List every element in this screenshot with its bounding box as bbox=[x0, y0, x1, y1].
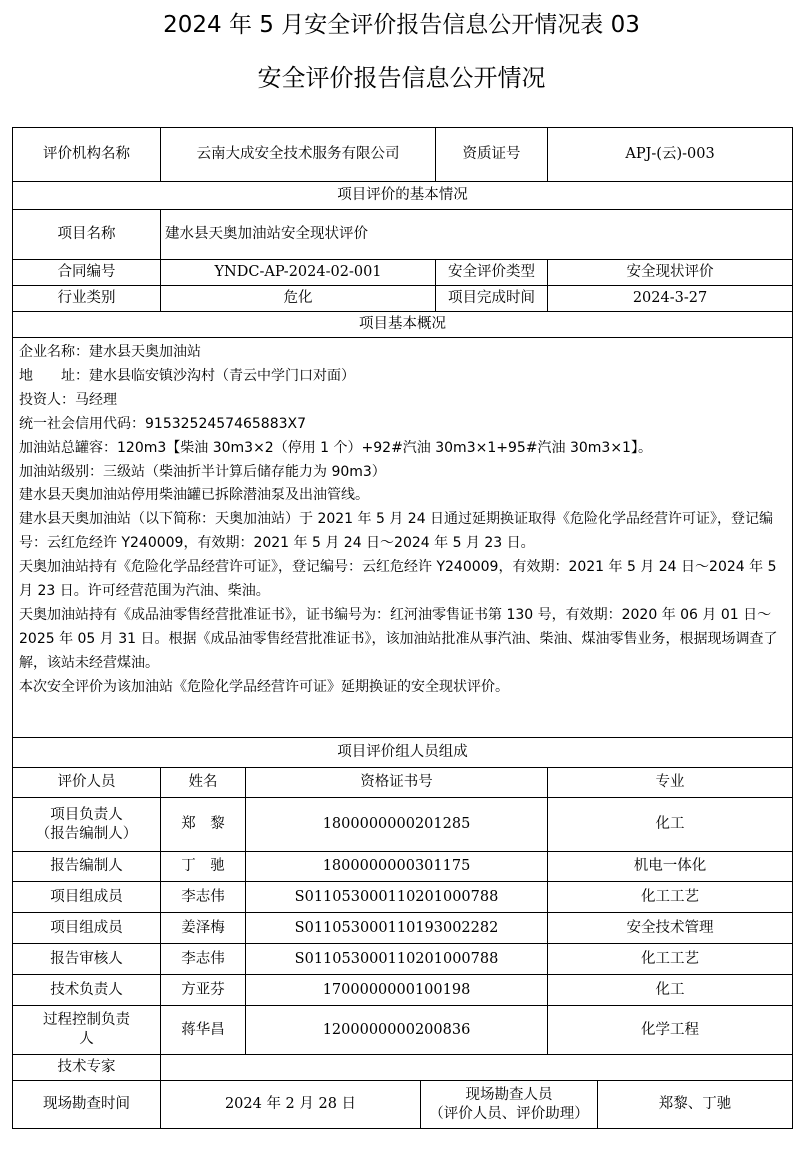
table-row bbox=[13, 852, 793, 882]
project-value: 建水县天奥加油站安全现状评价 bbox=[161, 210, 793, 260]
overview-line: 建水县天奥加油站（以下简称：天奥加油站）于 2021 年 5 月 24 日通过延期换证取得《危险化学品经营许可证》，登记编号：云红危经许 Y240009，有效期：2021 年 5 月 24 日～2024 年 5 月 23 日。 bbox=[19, 511, 774, 552]
team-header: 项目评价组人员组成 bbox=[13, 738, 793, 768]
member-name: 李志伟 bbox=[161, 882, 246, 913]
overview-line: 投资人：马经理 bbox=[19, 391, 117, 408]
survey-people-value: 郑黎、丁驰 bbox=[598, 1081, 793, 1129]
member-role: 项目组成员 bbox=[13, 913, 161, 944]
cert-value: APJ-(云)-003 bbox=[548, 128, 793, 182]
member-role: 过程控制负责 人 bbox=[13, 1006, 161, 1055]
survey-time-label: 现场勘查时间 bbox=[13, 1081, 161, 1129]
expert-label: 技术专家 bbox=[13, 1055, 161, 1081]
col-major: 专业 bbox=[548, 768, 793, 798]
col-name: 姓名 bbox=[161, 768, 246, 798]
finish-time-label: 项目完成时间 bbox=[436, 286, 548, 312]
overview-line: 加油站级别：三级站（柴油折半计算后储存能力为 90m3） bbox=[19, 463, 386, 480]
basic-info-header: 项目评价的基本情况 bbox=[13, 182, 793, 210]
member-role: 报告编制人 bbox=[13, 852, 161, 882]
member-name: 丁 驰 bbox=[161, 852, 246, 882]
table-row bbox=[13, 882, 793, 913]
member-name: 李志伟 bbox=[161, 944, 246, 975]
member-major: 化工 bbox=[548, 798, 793, 852]
contract-label: 合同编号 bbox=[13, 260, 161, 286]
cert-label: 资质证号 bbox=[436, 128, 548, 182]
member-role: 报告审核人 bbox=[13, 944, 161, 975]
org-row bbox=[13, 128, 793, 182]
member-name: 郑 黎 bbox=[161, 798, 246, 852]
overview-line: 天奥加油站持有《成品油零售经营批准证书》，证书编号为：红河油零售证书第 130 号，有效期：2020 年 06 月 01 日～2025 年 05 月 31 日。根据《成品油零售经营批准证书》，该加油站批准从事汽油、柴油、煤油零售业务，根据现场调查了解，该站未经营煤油。 bbox=[19, 606, 778, 671]
eval-type-value: 安全现状评价 bbox=[548, 260, 793, 286]
member-major: 机电一体化 bbox=[548, 852, 793, 882]
org-label: 评价机构名称 bbox=[13, 128, 161, 182]
member-cert: 1200000000200836 bbox=[246, 1006, 548, 1055]
member-cert: S011053000110201000788 bbox=[246, 882, 548, 913]
overview-header: 项目基本概况 bbox=[13, 312, 793, 338]
overview-line: 天奥加油站持有《危险化学品经营许可证》，登记编号：云红危经许 Y240009，有效期：2021 年 5 月 24 日～2024 年 5 月 23 日。许可经营范围为汽油、柴油。 bbox=[19, 559, 777, 600]
member-name: 姜泽梅 bbox=[161, 913, 246, 944]
survey-time-value: 2024 年 2 月 28 日 bbox=[161, 1081, 421, 1129]
member-cert: 1800000000201285 bbox=[246, 798, 548, 852]
table-row bbox=[13, 975, 793, 1006]
member-major: 化工工艺 bbox=[548, 882, 793, 913]
overview-line: 本次安全评价为该加油站《危险化学品经营许可证》延期换证的安全现状评价。 bbox=[19, 678, 509, 695]
member-name: 方亚芬 bbox=[161, 975, 246, 1006]
member-role: 技术负责人 bbox=[13, 975, 161, 1006]
member-cert: 1800000000301175 bbox=[246, 852, 548, 882]
section-title: 安全评价报告信息公开情况 bbox=[257, 64, 546, 92]
overview-line: 地 址：建水县临安镇沙沟村（青云中学门口对面） bbox=[19, 367, 355, 384]
document-title: 2024 年 5 月安全评价报告信息公开情况表 03 bbox=[163, 12, 640, 38]
member-major: 化工工艺 bbox=[548, 944, 793, 975]
member-cert: S011053000110201000788 bbox=[246, 944, 548, 975]
overview-body bbox=[13, 338, 793, 738]
col-role: 评价人员 bbox=[13, 768, 161, 798]
member-role: 项目负责人 （报告编制人） bbox=[13, 798, 161, 852]
eval-type-label: 安全评价类型 bbox=[436, 260, 548, 286]
table-row bbox=[13, 944, 793, 975]
industry-label: 行业类别 bbox=[13, 286, 161, 312]
member-name: 蒋华昌 bbox=[161, 1006, 246, 1055]
org-value: 云南大成安全技术服务有限公司 bbox=[161, 128, 436, 182]
expert-value bbox=[161, 1055, 793, 1081]
team-column-headers bbox=[13, 768, 793, 798]
overview-line: 统一社会信用代码：9153252457465883X7 bbox=[19, 415, 307, 432]
member-major: 安全技术管理 bbox=[548, 913, 793, 944]
table-row bbox=[13, 798, 793, 852]
finish-time-value: 2024-3-27 bbox=[548, 286, 793, 312]
disclosure-table bbox=[12, 127, 793, 1129]
overview-line: 建水县天奥加油站停用柴油罐已拆除潜油泵及出油管线。 bbox=[19, 487, 369, 504]
project-label: 项目名称 bbox=[13, 210, 161, 260]
member-major: 化学工程 bbox=[548, 1006, 793, 1055]
member-cert: S011053000110193002282 bbox=[246, 913, 548, 944]
contract-value: YNDC-AP-2024-02-001 bbox=[161, 260, 436, 286]
table-row bbox=[13, 1006, 793, 1055]
table-row bbox=[13, 913, 793, 944]
survey-people-label: 现场勘查人员 （评价人员、评价助理） bbox=[421, 1081, 598, 1129]
overview-line: 加油站总罐容：120m3【柴油 30m3×2（停用 1 个）+92#汽油 30m3×1+95#汽油 30m3×1】。 bbox=[19, 439, 652, 456]
overview-line: 企业名称：建水县天奥加油站 bbox=[19, 344, 201, 360]
member-major: 化工 bbox=[548, 975, 793, 1006]
industry-value: 危化 bbox=[161, 286, 436, 312]
col-cert: 资格证书号 bbox=[246, 768, 548, 798]
member-cert: 1700000000100198 bbox=[246, 975, 548, 1006]
member-role: 项目组成员 bbox=[13, 882, 161, 913]
